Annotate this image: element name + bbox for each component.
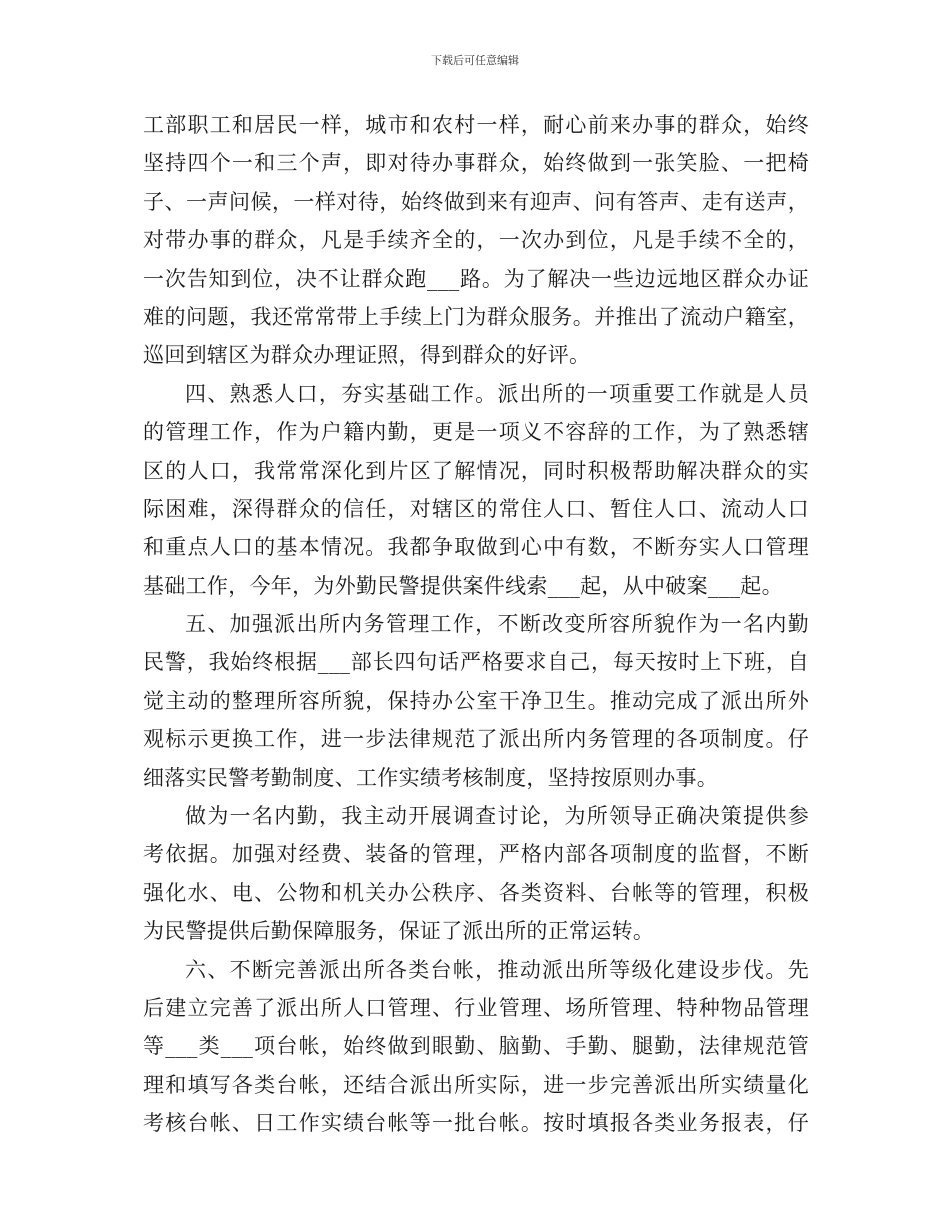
text-line: 基础工作，今年，为外勤民警提供案件线索___起，从中破案___起。 xyxy=(143,573,783,598)
text-line: 对带办事的群众，凡是手续齐全的，一次办到位，凡是手续不全的， xyxy=(143,228,809,253)
text-line: 考依据。加强对经费、装备的管理，严格内部各项制度的监督，不断 xyxy=(143,842,809,867)
text-line: 和重点人口的基本情况。我都争取做到心中有数，不断夯实人口管理 xyxy=(143,535,809,560)
text-line: 为民警提供后勤保障服务，保证了派出所的正常运转。 xyxy=(143,919,655,944)
text-line: 考核台帐、日工作实绩台帐等一批台帐。按时填报各类业务报表，仔 xyxy=(143,1111,809,1136)
text-line: 六、不断完善派出所各类台帐，推动派出所等级化建设步伐。先 xyxy=(185,957,809,982)
text-line: 民警，我始终根据___部长四句话严格要求自己，每天按时上下班，自 xyxy=(143,650,809,675)
text-line: 观标示更换工作，进一步法律规范了派出所内务管理的各项制度。仔 xyxy=(143,727,809,752)
text-line: 做为一名内勤，我主动开展调查讨论，为所领导正确决策提供参 xyxy=(185,804,809,829)
text-line: 后建立完善了派出所人口管理、行业管理、场所管理、特种物品管理 xyxy=(143,995,809,1020)
text-line: 理和填写各类台帐，还结合派出所实际，进一步完善派出所实绩量化 xyxy=(143,1072,809,1097)
text-line: 一次告知到位，决不让群众跑___路。为了解决一些边远地区群众办证 xyxy=(143,266,809,291)
text-line: 等___类___项台帐，始终做到眼勤、脑勤、手勤、腿勤，法律规范管 xyxy=(143,1034,809,1059)
text-line: 区的人口，我常常深化到片区了解情况，同时积极帮助解决群众的实 xyxy=(143,458,809,483)
text-line: 难的问题，我还常常带上手续上门为群众服务。并推出了流动户籍室， xyxy=(143,304,809,329)
document-body xyxy=(143,106,809,1143)
text-line: 强化水、电、公物和机关办公秩序、各类资料、台帐等的管理，积极 xyxy=(143,880,809,905)
text-line: 四、熟悉人口，夯实基础工作。派出所的一项重要工作就是人员 xyxy=(185,381,809,406)
text-line: 子、一声问候，一样对待，始终做到来有迎声、问有答声、走有送声， xyxy=(143,189,809,214)
page-header: 下载后可任意编辑 xyxy=(431,54,519,67)
text-line: 坚持四个一和三个声，即对待办事群众，始终做到一张笑脸、一把椅 xyxy=(143,151,809,176)
text-line: 巡回到辖区为群众办理证照，得到群众的好评。 xyxy=(143,343,591,368)
text-line: 的管理工作，作为户籍内勤，更是一项义不容辞的工作，为了熟悉辖 xyxy=(143,420,809,445)
text-line: 细落实民警考勤制度、工作实绩考核制度，坚持按原则办事。 xyxy=(143,765,719,790)
text-line: 际困难，深得群众的信任，对辖区的常住人口、暂住人口、流动人口 xyxy=(143,496,809,521)
text-line: 五、加强派出所内务管理工作，不断改变所容所貌作为一名内勤 xyxy=(185,612,809,637)
text-line: 工部职工和居民一样，城市和农村一样，耐心前来办事的群众，始终 xyxy=(143,113,809,137)
text-line: 觉主动的整理所容所貌，保持办公室干净卫生。推动完成了派出所外 xyxy=(143,688,809,713)
